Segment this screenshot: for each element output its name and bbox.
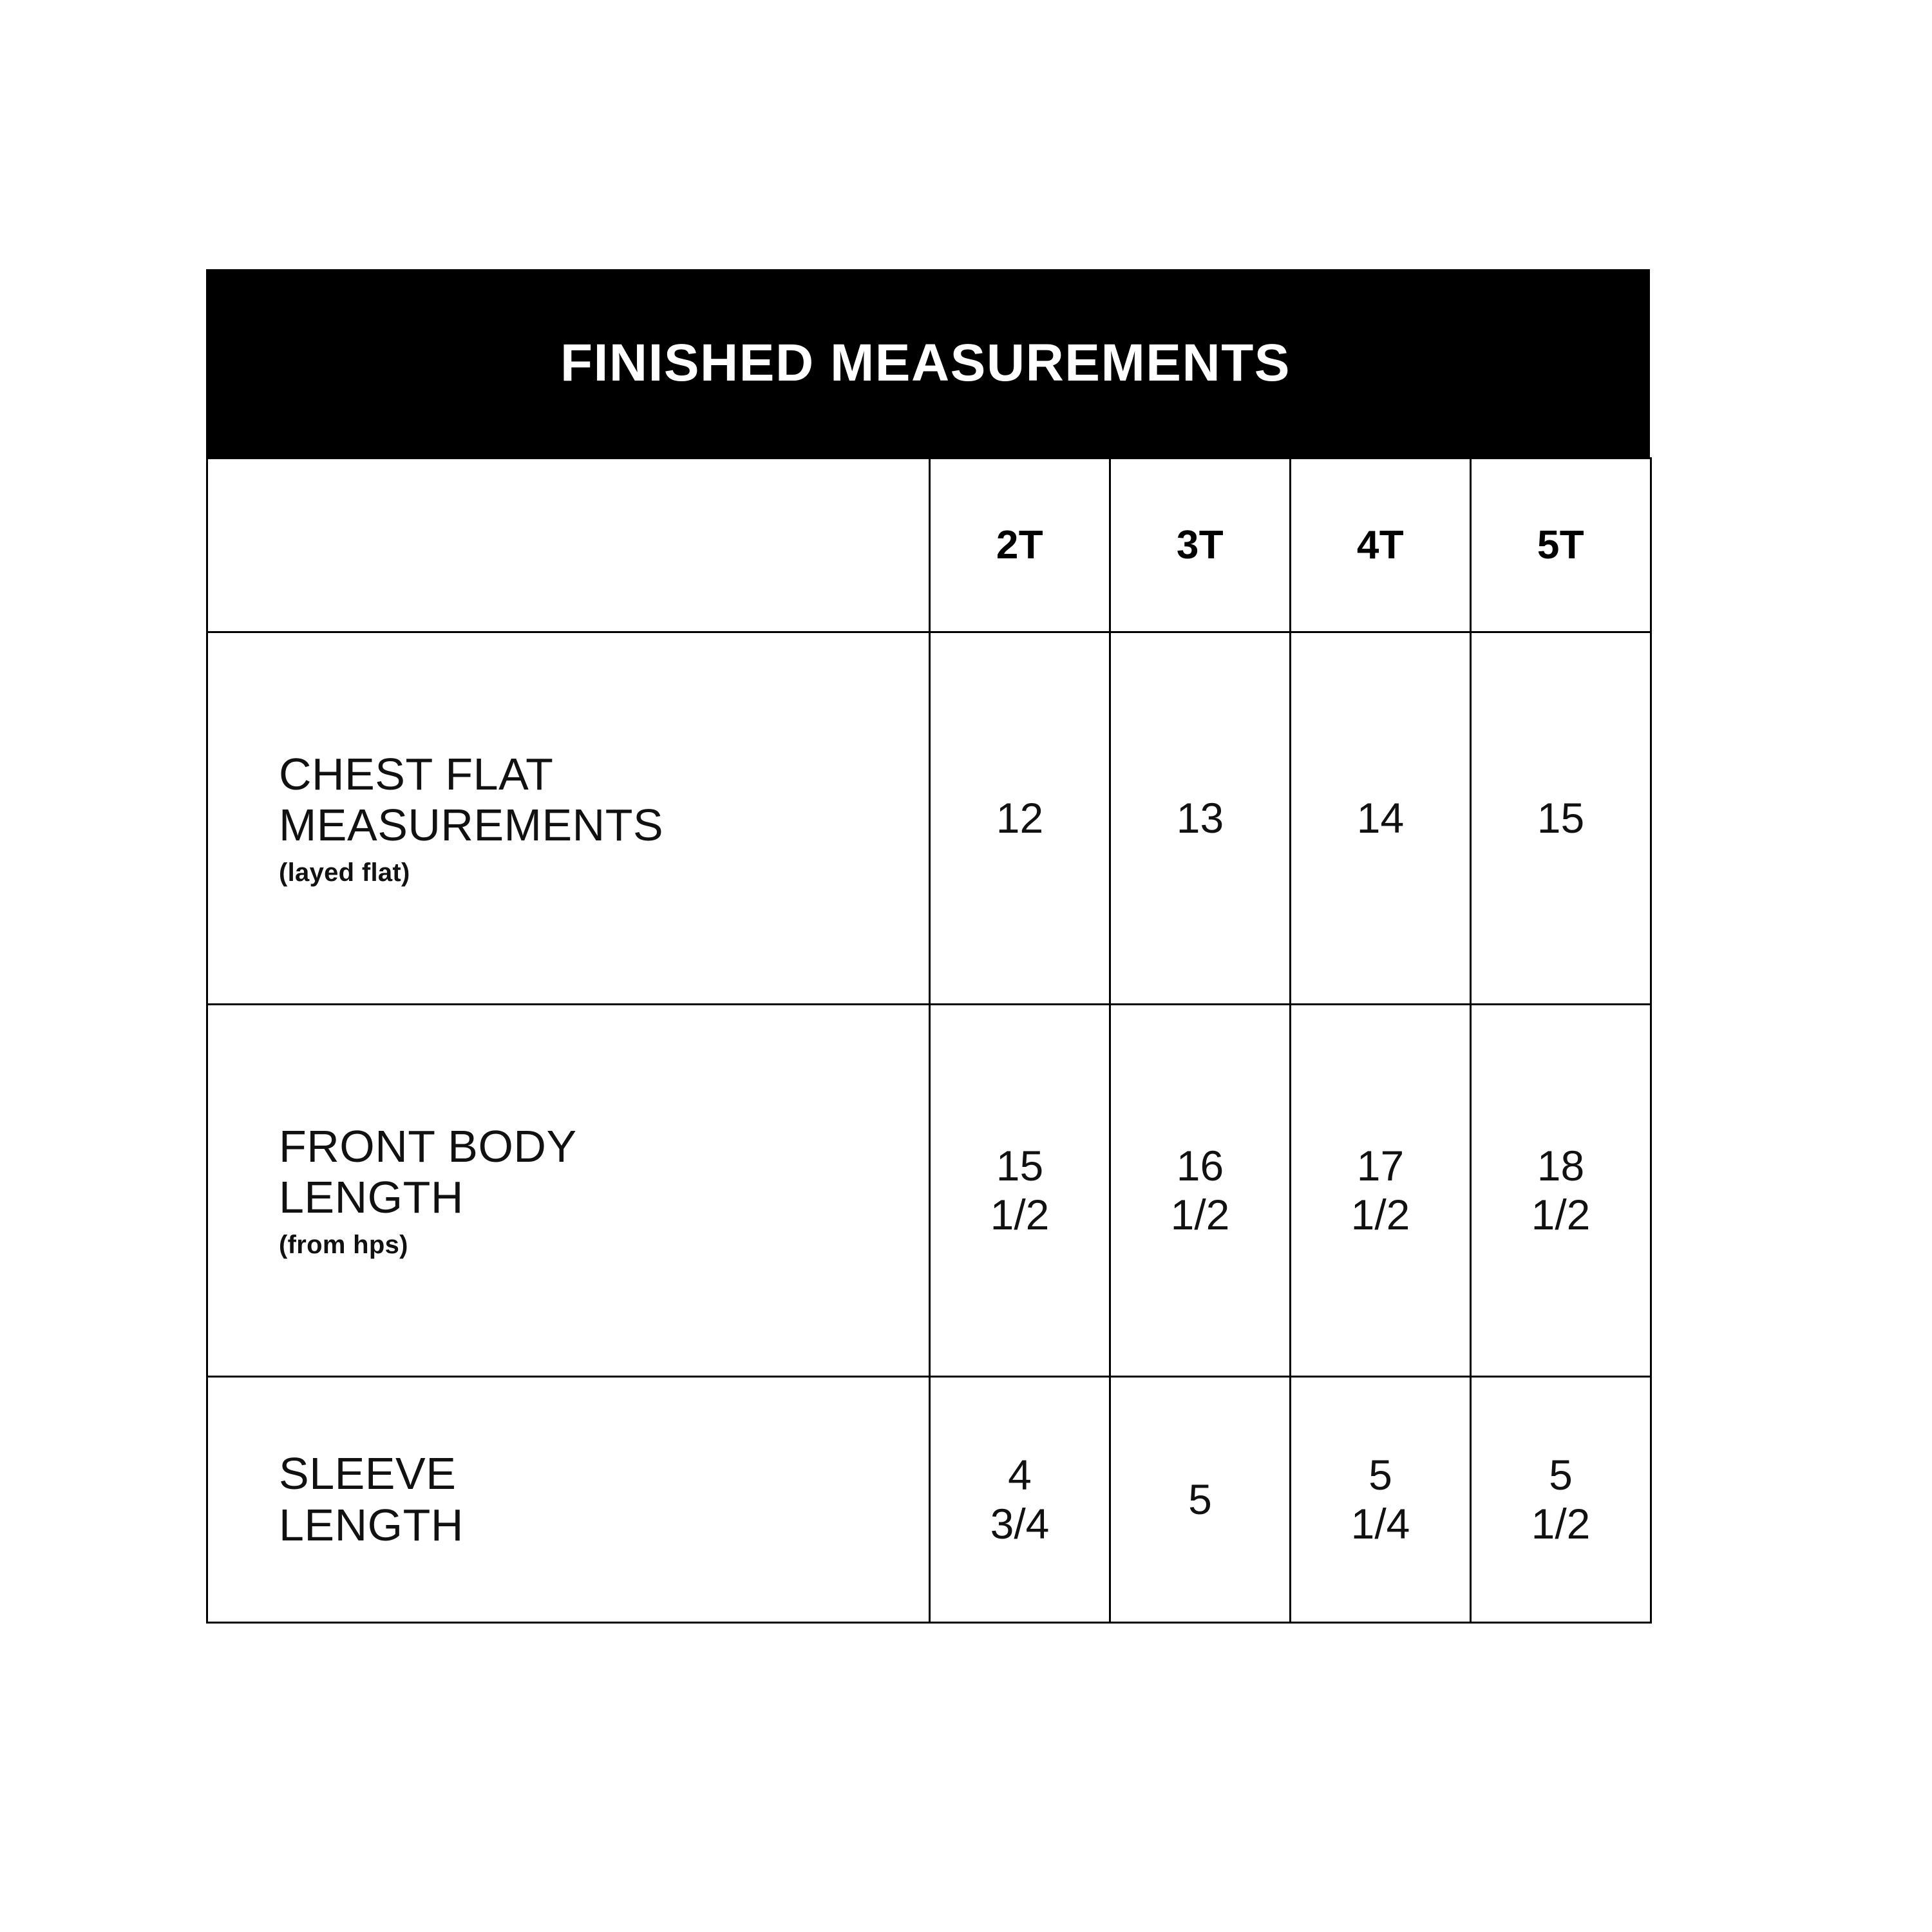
cell-sleeve-5t <box>1471 1377 1651 1623</box>
cell-value-fraction: 1/2 <box>990 1190 1050 1238</box>
page-title: FINISHED MEASUREMENTS <box>560 334 1291 392</box>
cell-value-whole: 15 <box>996 1142 1044 1190</box>
header-blank-cell <box>207 459 930 632</box>
cell-value-whole: 5 <box>1188 1475 1212 1523</box>
cell-value-whole: 17 <box>1356 1142 1405 1190</box>
cell-chest-3t <box>1110 632 1291 1005</box>
cell-sleeve-4t <box>1291 1377 1471 1623</box>
row-label-line1: FRONT BODY <box>279 1121 577 1171</box>
cell-front-2t <box>930 1005 1110 1377</box>
table-header-row <box>207 459 1651 632</box>
cell-sleeve-3t <box>1110 1377 1291 1623</box>
cell-chest-4t <box>1291 632 1471 1005</box>
row-label-line2: LENGTH <box>279 1499 464 1550</box>
cell-value-fraction: 1/2 <box>1531 1499 1591 1548</box>
column-header-size-3t: 3T <box>1110 459 1291 632</box>
cell-value-fraction: 3/4 <box>990 1499 1050 1548</box>
finished-measurements-chart <box>206 269 1650 1624</box>
cell-value-whole: 13 <box>1176 793 1224 842</box>
cell-value-whole: 18 <box>1537 1142 1585 1190</box>
cell-value-fraction: 1/2 <box>1350 1190 1410 1238</box>
row-label-chest-flat-measurements <box>207 632 930 1005</box>
row-label-front-body-length <box>207 1005 930 1377</box>
cell-value-whole: 5 <box>1368 1451 1392 1499</box>
column-header-size-2t: 2T <box>930 459 1110 632</box>
cell-value-fraction: 1/2 <box>1170 1190 1230 1238</box>
row-label-line1: CHEST FLAT <box>279 748 554 799</box>
cell-value-whole: 4 <box>1008 1451 1032 1499</box>
cell-value-whole: 12 <box>996 793 1044 842</box>
table-row <box>207 1005 1651 1377</box>
cell-value-fraction: 1/2 <box>1531 1190 1591 1238</box>
row-label-line2: LENGTH <box>279 1172 464 1222</box>
row-label-sleeve-length <box>207 1377 930 1623</box>
cell-front-3t <box>1110 1005 1291 1377</box>
column-header-size-5t: 5T <box>1471 459 1651 632</box>
row-label-note: (from hps) <box>279 1231 408 1260</box>
row-label-note: (layed flat) <box>279 858 410 887</box>
cell-value-whole: 16 <box>1176 1142 1224 1190</box>
cell-value-whole: 14 <box>1356 793 1405 842</box>
table-row <box>207 1377 1651 1623</box>
cell-front-5t <box>1471 1005 1651 1377</box>
column-header-size-4t: 4T <box>1291 459 1471 632</box>
cell-chest-2t <box>930 632 1110 1005</box>
row-label-line2: MEASUREMENTS <box>279 800 664 850</box>
measurements-table <box>206 457 1652 1624</box>
cell-value-fraction: 1/4 <box>1350 1499 1410 1548</box>
cell-value-whole: 5 <box>1549 1451 1573 1499</box>
cell-sleeve-2t <box>930 1377 1110 1623</box>
chart-title-bar <box>206 269 1650 457</box>
cell-value-whole: 15 <box>1537 793 1585 842</box>
cell-chest-5t <box>1471 632 1651 1005</box>
cell-front-4t <box>1291 1005 1471 1377</box>
table-row <box>207 632 1651 1005</box>
row-label-line1: SLEEVE <box>279 1448 457 1499</box>
